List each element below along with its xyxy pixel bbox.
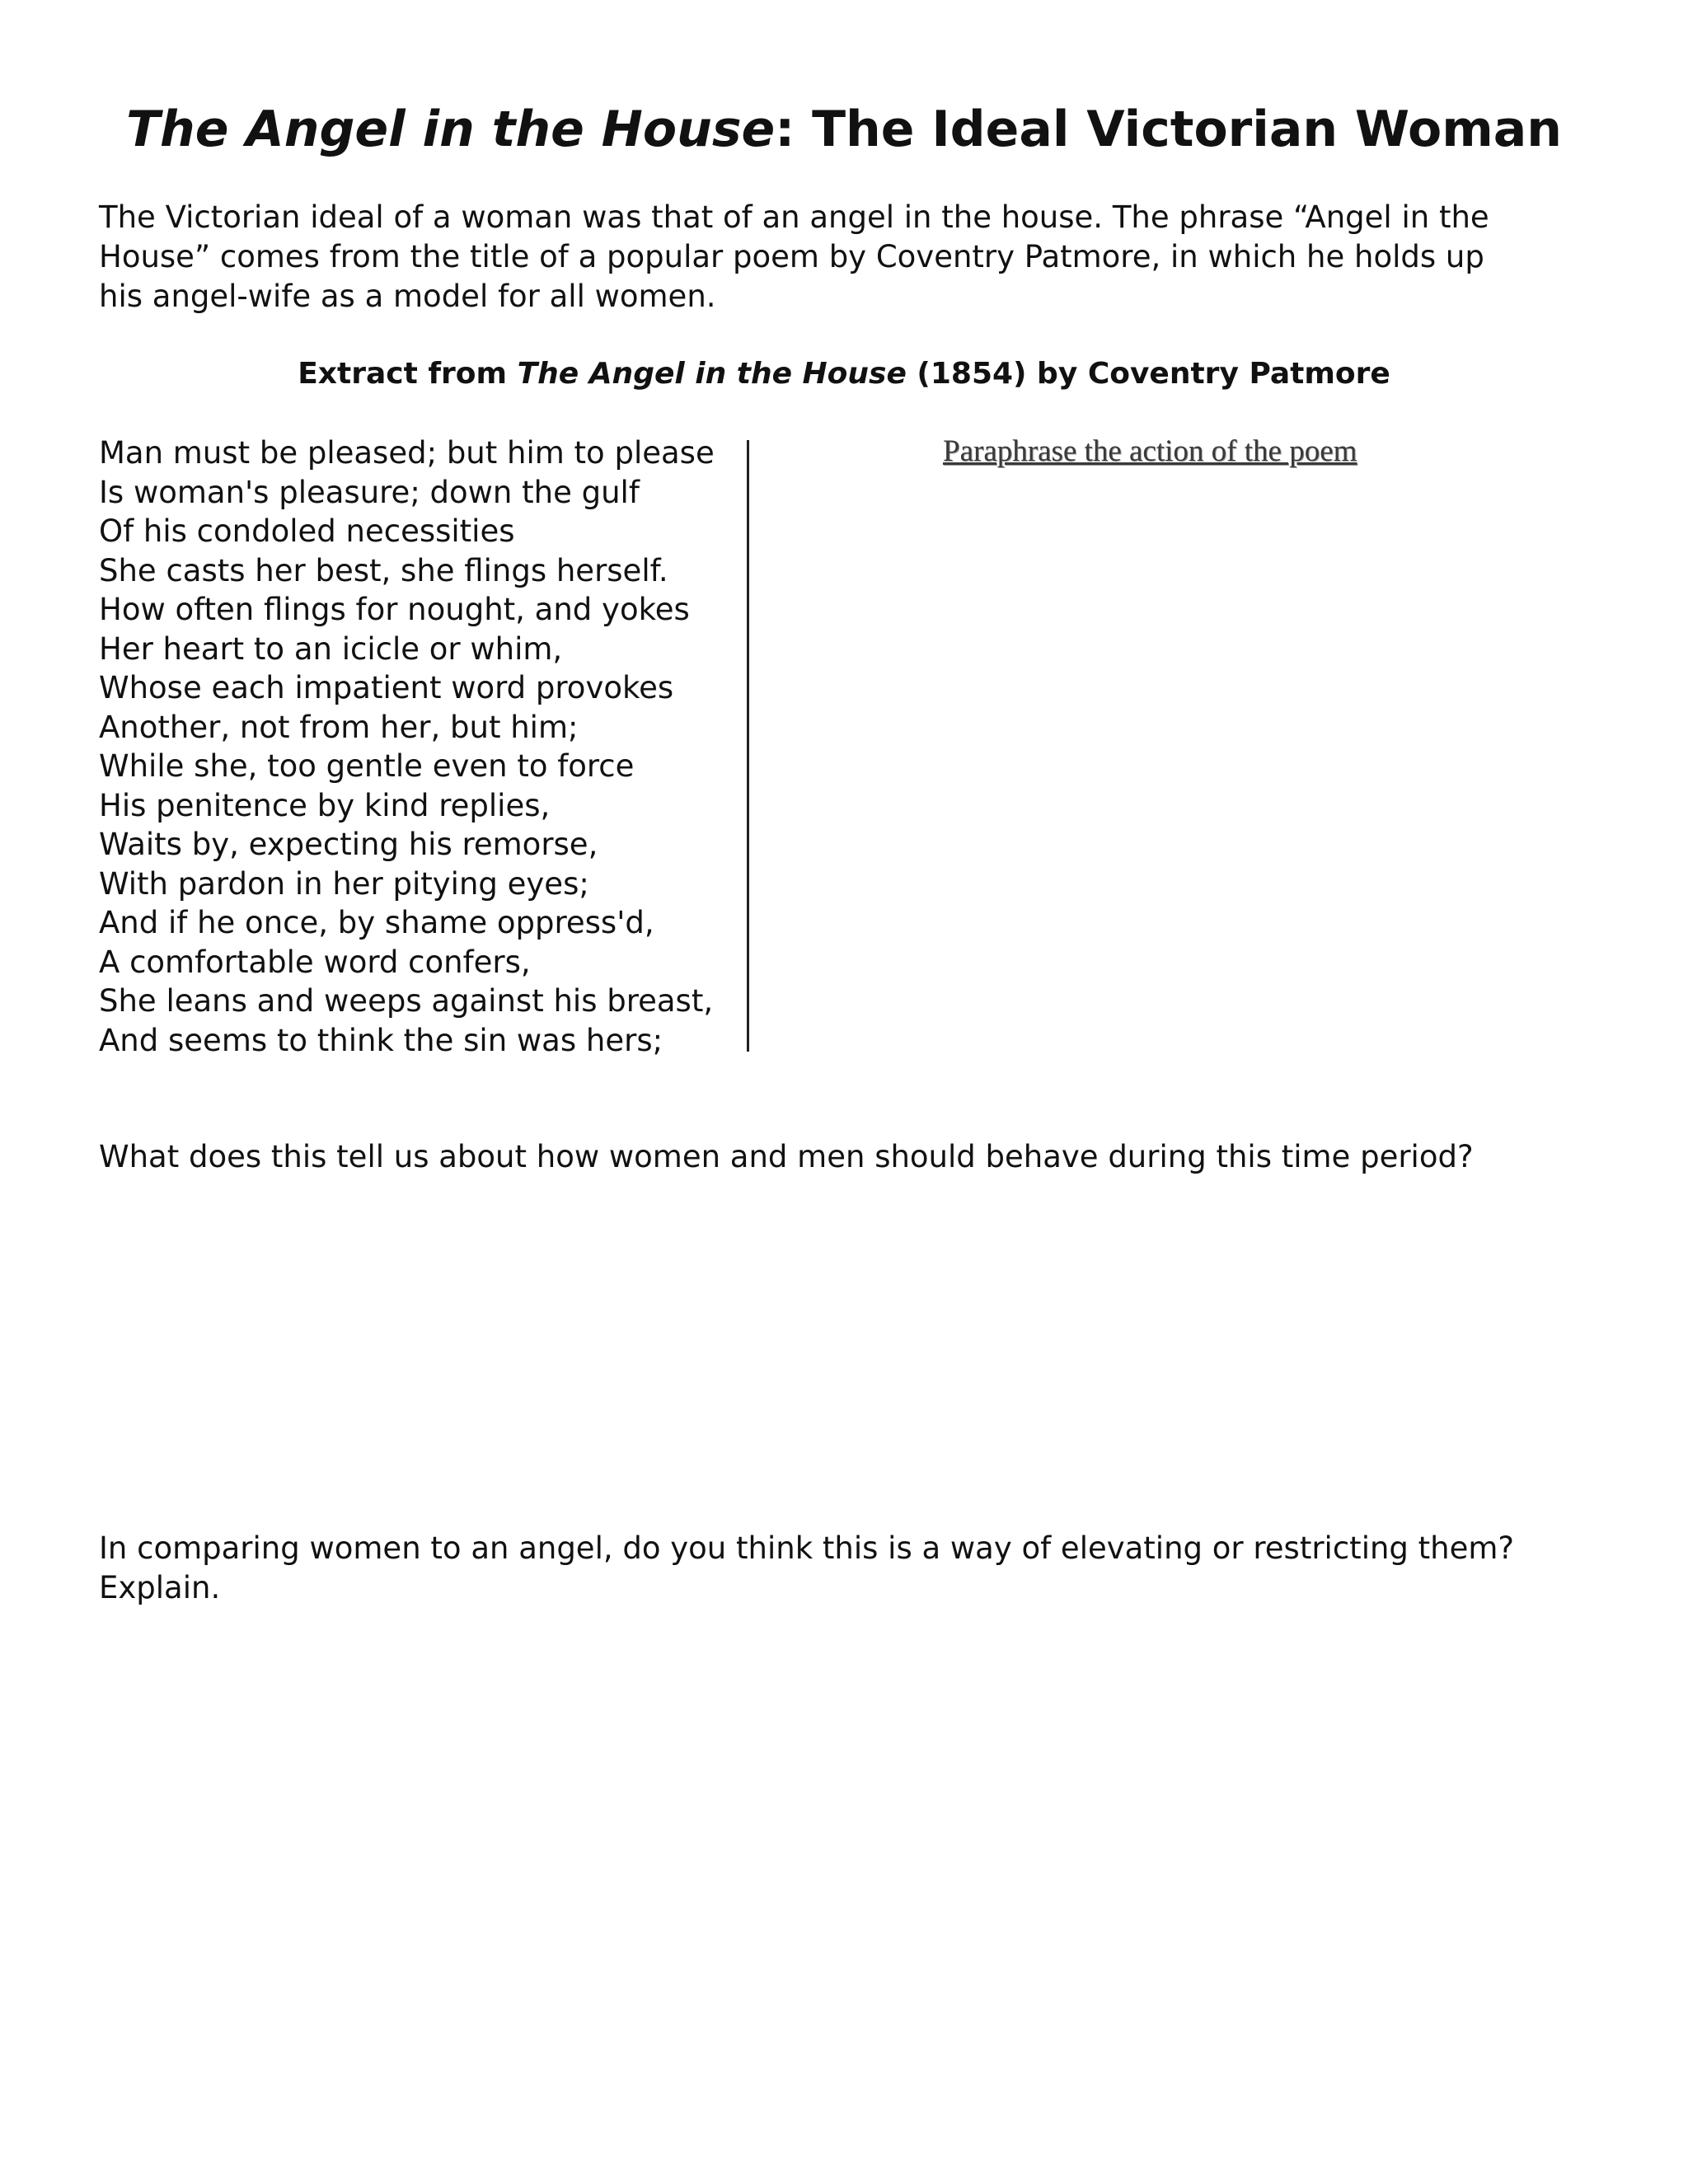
poem-line: And seems to think the sin was hers; [99,1022,663,1058]
poem-line: Waits by, expecting his remorse, [99,827,598,862]
poem-line: A comfortable word confers, [99,944,531,980]
question-line: Explain. [99,1570,221,1605]
poem-line: She leans and weeps against his breast, [99,983,714,1019]
extract-heading [0,353,1688,396]
question-angel-comparison [99,1529,1624,1608]
poem-line: With pardon in her pitying eyes; [99,865,589,902]
column-divider [747,440,749,1052]
poem-line: His penitence by kind replies, [99,787,551,823]
extract-heading-title: The Angel in the House [517,357,907,391]
poem-line: Man must be pleased; but him to please [99,435,715,471]
poem-line: Is woman's pleasure; down the gulf [99,474,640,510]
poem-extract [99,434,758,1060]
poem-line: While she, too gentle even to force [99,748,635,784]
poem-line: How often flings for nought, and yokes [99,592,690,627]
page-title [0,92,1688,166]
poem-line: Her heart to an icicle or whim, [99,630,563,667]
intro-line: his angel-wife as a model for all women. [99,279,716,314]
poem-line: And if he once, by shame oppress'd, [99,905,654,940]
paraphrase-heading: Paraphrase the action of the poem [943,434,1357,468]
intro-line: The Victorian ideal of a woman was that of an angel in the house. The phrase “Angel in the [99,199,1489,235]
poem-line: Another, not from her, but him; [99,709,579,745]
intro-line: House” comes from the title of a popular poem by Coventry Patmore, in which he holds up [99,239,1484,274]
question-behavior: What does this tell us about how women and men should behave during this time period? [99,1139,1474,1174]
title-italic: The Angel in the House [126,101,776,158]
title-rest: : The Ideal Victorian Woman [775,101,1562,158]
question-line: In comparing women to an angel, do you think this is a way of elevating or restricting them? [99,1530,1515,1566]
intro-paragraph [99,198,1582,316]
poem-line: Whose each impatient word provokes [99,670,674,705]
extract-heading-suffix: (1854) by Coventry Patmore [906,357,1390,391]
poem-line: She casts her best, she flings herself. [99,552,668,588]
poem-line: Of his condoled necessities [99,513,515,549]
extract-heading-prefix: Extract from [298,357,518,391]
